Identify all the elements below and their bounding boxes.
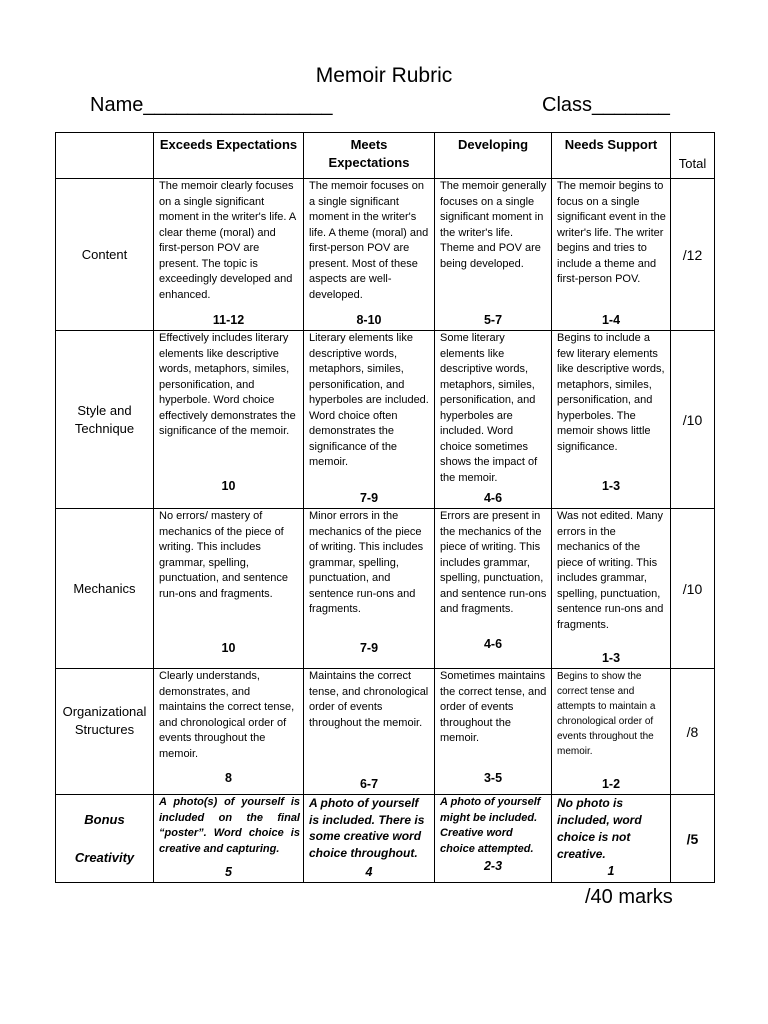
cell-text: The memoir focuses on a single significant moment in the writer's life. A theme (moral) and first-person POV are present. Most of these aspects are well-developed.: [309, 180, 429, 301]
cell-meets: [304, 795, 435, 883]
total-cell: /5: [671, 795, 715, 883]
table-row: [56, 331, 715, 509]
cell-meets: [304, 669, 435, 795]
cell-developing: [435, 669, 552, 795]
cell-text: Clearly understands, demonstrates, and maintains the correct tense, and chronological order of events throughout the memoir.: [159, 670, 295, 760]
cell-exceeds: [154, 795, 304, 883]
cell-exceeds: [154, 669, 304, 795]
cell-text: The memoir begins to focus on a single significant event in the writer's life. The writer begins and tries to include a theme and first-person POV.: [557, 180, 666, 285]
total-marks: /40 marks: [585, 886, 673, 908]
cell-developing: [435, 179, 552, 331]
cell-text: No errors/ mastery of mechanics of the piece of writing. This includes grammar, spelling, punctuation, and sentence run-ons and fragments.: [159, 510, 289, 600]
cell-needs: [552, 669, 671, 795]
cell-needs: [552, 509, 671, 669]
bonus-label-line1: Bonus: [84, 811, 125, 827]
total-cell: /10: [671, 331, 715, 509]
row-label: Content: [56, 179, 154, 331]
score: 3-5: [483, 770, 503, 785]
cell-developing: [435, 331, 552, 509]
score: 1-4: [601, 312, 621, 327]
table-row: [56, 669, 715, 795]
score: 8: [225, 770, 232, 785]
row-label: Style and Technique: [56, 331, 154, 509]
cell-exceeds: [154, 331, 304, 509]
score: 2-3: [483, 858, 503, 873]
page-title: Memoir Rubric: [315, 64, 453, 87]
cell-needs: [552, 331, 671, 509]
cell-meets: [304, 331, 435, 509]
table-row: [56, 509, 715, 669]
score: 1-3: [601, 478, 621, 493]
cell-text: Maintains the correct tense, and chronological order of events throughout the memoir.: [309, 670, 429, 729]
cell-text: Minor errors in the mechanics of the piece of writing. This includes grammar, spelling, punctuation, and sentence run-ons and fragments.: [309, 510, 424, 615]
total-cell: /10: [671, 509, 715, 669]
score: 4: [365, 864, 373, 879]
cell-text: The memoir generally focuses on a single significant moment in the writer's life. Theme and POV are being developed.: [440, 180, 547, 270]
cell-meets: [304, 509, 435, 669]
cell-developing: [435, 795, 552, 883]
header-developing: Developing: [435, 133, 552, 179]
row-label: Mechanics: [56, 509, 154, 669]
bonus-row: [56, 795, 715, 883]
score: 1: [607, 864, 615, 878]
score: 10: [221, 640, 236, 655]
bonus-label-line2: Creativity: [74, 849, 135, 865]
cell-text: Errors are present in the mechanics of the piece of writing. This includes grammar, spelling, punctuation, and sentence run-ons and fragments.: [440, 510, 547, 615]
cell-text: A photo of yourself is included. There is some creative word choice throughout.: [309, 796, 425, 860]
score: 4-6: [483, 490, 503, 505]
score: 7-9: [359, 640, 379, 655]
score: 8-10: [356, 312, 382, 327]
cell-text: No photo is included, word choice is not creative.: [557, 796, 642, 861]
name-field: Name_________________: [90, 94, 333, 116]
corner-cell: [56, 133, 154, 179]
score: 6-7: [359, 776, 379, 791]
score: 5: [225, 864, 232, 879]
cell-text: A photo(s) of yourself is included on the final “poster”. Word choice is creative and capturing.: [159, 796, 300, 855]
cell-text: Was not edited. Many errors in the mechanics of the piece of writing. This includes grammar, spelling, punctuation, sentence run-ons and fragments.: [557, 510, 664, 631]
score: 4-6: [483, 636, 503, 651]
score: 11-12: [212, 312, 245, 327]
cell-text: Effectively includes literary elements like descriptive words, metaphors, similes, personification, and hyperbole. Word choice effectively demonstrates the significance of the memoir.: [159, 332, 296, 437]
bonus-label: [56, 795, 154, 883]
score: 10: [221, 478, 236, 493]
cell-text: The memoir clearly focuses on a single significant moment in the writer's life. A clear theme (moral) and first-person POV are present. The topic is exceedingly developed and enhanced.: [159, 180, 296, 301]
cell-text: Literary elements like descriptive words, metaphors, similes, personification, and hyperboles are included. Word choice often demonstrates the significance of the memoir.: [309, 332, 429, 468]
score: 1-2: [601, 777, 621, 791]
cell-text: Begins to include a few literary elements like descriptive words, metaphors, similes, personification, and hyperboles. The memoir shows little significance.: [557, 332, 665, 453]
score: 1-3: [601, 650, 621, 665]
total-cell: /12: [671, 179, 715, 331]
cell-text: A photo of yourself might be included. Creative word choice attempted.: [440, 796, 541, 855]
cell-meets: [304, 179, 435, 331]
header-needs: Needs Support: [552, 133, 671, 179]
cell-text: Some literary elements like descriptive words, metaphors, similes, personification, and hyperboles are included. Word choice sometimes shows the impact of the memoir.: [440, 332, 538, 484]
table-row: [56, 179, 715, 331]
cell-developing: [435, 509, 552, 669]
cell-text: Begins to show the correct tense and attempts to maintain a chronological order of events throughout the memoir.: [557, 671, 656, 757]
total-cell: /8: [671, 669, 715, 795]
cell-exceeds: [154, 179, 304, 331]
score: 7-9: [359, 490, 379, 505]
header-row: [56, 133, 715, 179]
header-meets: Meets Expectations: [304, 133, 435, 179]
cell-needs: [552, 179, 671, 331]
class-field: Class_______: [542, 94, 670, 116]
row-label: Organizational Structures: [56, 669, 154, 795]
cell-exceeds: [154, 509, 304, 669]
cell-text: Sometimes maintains the correct tense, and order of events throughout the memoir.: [440, 670, 547, 744]
score: 5-7: [483, 312, 503, 327]
header-exceeds: Exceeds Expectations: [154, 133, 304, 179]
cell-needs: [552, 795, 671, 883]
rubric-table: [55, 132, 715, 883]
header-total: Total: [671, 133, 715, 179]
